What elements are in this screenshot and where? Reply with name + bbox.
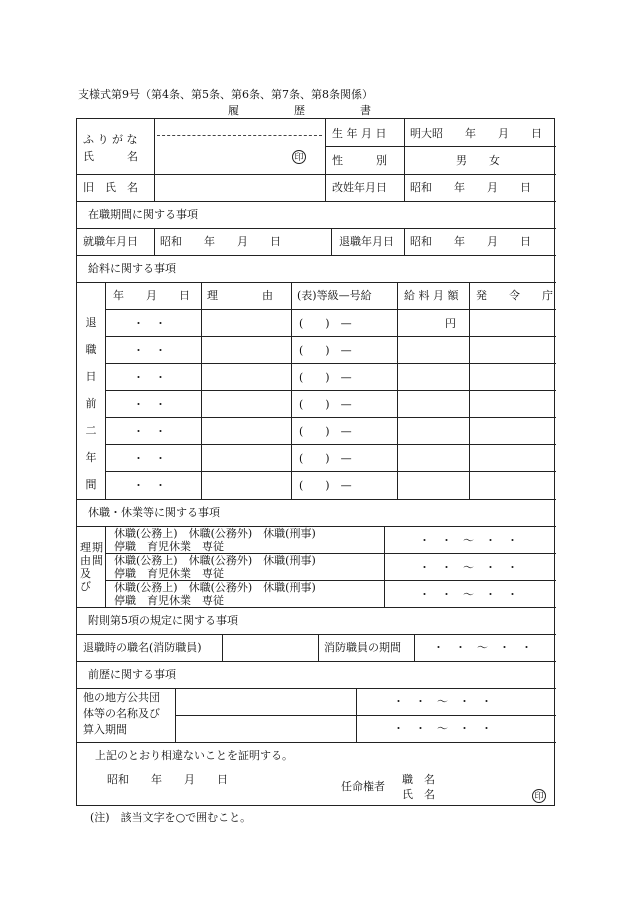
salary-section-title: 給料に関する事項 bbox=[88, 262, 176, 275]
leave-type-line1[interactable]: 休職(公務上) 休職(公務外) 休職(刑事) bbox=[114, 581, 316, 594]
salary-date-field[interactable]: ・ ・ bbox=[133, 398, 166, 411]
fire-period-label: 消防職員の期間 bbox=[324, 641, 401, 654]
col-header-grade: (表)等級—号給 bbox=[297, 289, 372, 302]
fire-position-label: 退職時の職名(消防職員) bbox=[83, 641, 202, 654]
col-header-salary: 給 料 月 額 bbox=[404, 289, 459, 302]
salary-reason-field[interactable] bbox=[207, 318, 287, 330]
salary-reason-field[interactable] bbox=[207, 426, 287, 438]
salary-date-field[interactable]: ・ ・ bbox=[133, 317, 166, 330]
leave-period-field[interactable]: ・ ・ 〜 ・ ・ bbox=[419, 588, 518, 601]
leave-period-field[interactable]: ・ ・ 〜 ・ ・ bbox=[419, 534, 518, 547]
previous-section-title: 前歴に関する事項 bbox=[88, 668, 176, 681]
salary-reason-field[interactable] bbox=[207, 372, 287, 384]
salary-issuer-field[interactable] bbox=[475, 318, 555, 330]
birth-date-field[interactable]: 明大昭 年 月 日 bbox=[410, 127, 542, 140]
salary-issuer-field[interactable] bbox=[475, 372, 555, 384]
name-label: 氏 名 bbox=[83, 150, 138, 163]
furigana-field[interactable] bbox=[157, 121, 323, 133]
fire-position-field[interactable] bbox=[225, 637, 315, 659]
leave-section-title: 休職・休業等に関する事項 bbox=[88, 506, 220, 519]
leave-type-line2[interactable]: 停職 育児休業 専従 bbox=[114, 567, 224, 580]
salary-reason-field[interactable] bbox=[207, 480, 287, 492]
birth-date-label: 生 年 月 日 bbox=[332, 127, 387, 140]
leave-type-line1[interactable]: 休職(公務上) 休職(公務外) 休職(刑事) bbox=[114, 554, 316, 567]
leave-type-line2[interactable]: 停職 育児休業 専従 bbox=[114, 540, 224, 553]
hire-date-label: 就職年月日 bbox=[83, 235, 138, 248]
salary-grade-field[interactable]: ( ) — bbox=[299, 479, 352, 492]
salary-issuer-field[interactable] bbox=[475, 399, 555, 411]
certification-date-field[interactable]: 昭和 年 月 日 bbox=[107, 773, 228, 786]
authority-position-label: 職 名 bbox=[402, 773, 435, 786]
old-name-label: 旧 氏 名 bbox=[83, 181, 138, 194]
salary-side-char: 前 bbox=[85, 397, 97, 410]
col-header-date: 年 月 日 bbox=[113, 289, 190, 302]
resume-form bbox=[76, 118, 555, 806]
form-number: 支様式第9号（第4条、第5条、第6条、第7条、第8条関係） bbox=[78, 88, 373, 101]
salary-date-field[interactable]: ・ ・ bbox=[133, 452, 166, 465]
salary-grade-field[interactable]: ( ) — bbox=[299, 371, 352, 384]
retire-date-field[interactable]: 昭和 年 月 日 bbox=[410, 235, 531, 248]
salary-issuer-field[interactable] bbox=[475, 453, 555, 465]
fire-period-field[interactable]: ・ ・ 〜 ・ ・ bbox=[433, 641, 532, 654]
furigana-label: ふ り が な bbox=[83, 133, 138, 146]
salary-side-char: 間 bbox=[85, 478, 97, 491]
salary-grade-field[interactable]: ( ) — bbox=[299, 425, 352, 438]
salary-date-field[interactable]: ・ ・ bbox=[133, 425, 166, 438]
previous-org-field[interactable] bbox=[178, 718, 353, 740]
authority-label: 任命権者 bbox=[341, 780, 385, 793]
salary-side-char: 二 bbox=[85, 424, 97, 437]
leave-type-line2[interactable]: 停職 育児休業 専従 bbox=[114, 594, 224, 607]
salary-date-field[interactable]: ・ ・ bbox=[133, 479, 166, 492]
sex-field[interactable]: 男 女 bbox=[456, 154, 500, 167]
old-name-field[interactable] bbox=[157, 177, 322, 199]
supplementary-section-title: 附則第5項の規定に関する事項 bbox=[88, 614, 238, 627]
salary-grade-field[interactable]: ( ) — bbox=[299, 452, 352, 465]
leave-side-label-a: 理由及び bbox=[80, 541, 91, 593]
previous-label-line2: 体等の名称及び bbox=[83, 707, 160, 720]
name-change-date-field[interactable]: 昭和 年 月 日 bbox=[410, 181, 531, 194]
name-change-date-label: 改姓年月日 bbox=[332, 181, 387, 194]
salary-issuer-field[interactable] bbox=[475, 480, 555, 492]
salary-amount-field[interactable]: 円 bbox=[445, 317, 456, 330]
previous-org-field[interactable] bbox=[178, 691, 353, 713]
leave-period-field[interactable]: ・ ・ 〜 ・ ・ bbox=[419, 561, 518, 574]
retire-date-label: 退職年月日 bbox=[339, 235, 394, 248]
previous-label-line3: 算入期間 bbox=[83, 723, 127, 736]
hire-date-field[interactable]: 昭和 年 月 日 bbox=[160, 235, 281, 248]
col-header-reason: 理 由 bbox=[207, 289, 273, 302]
salary-reason-field[interactable] bbox=[207, 399, 287, 411]
document-title: 履 歴 書 bbox=[228, 104, 371, 117]
salary-reason-field[interactable] bbox=[207, 453, 287, 465]
certification-statement: 上記のとおり相違ないことを証明する。 bbox=[95, 749, 293, 762]
salary-side-char: 日 bbox=[85, 370, 97, 383]
leave-side-label-b: 期間 bbox=[92, 541, 103, 567]
salary-issuer-field[interactable] bbox=[475, 426, 555, 438]
salary-grade-field[interactable]: ( ) — bbox=[299, 344, 352, 357]
col-header-issuer: 発 令 庁 bbox=[476, 289, 553, 302]
footnote: (注) 該当文字を○で囲むこと。 bbox=[90, 811, 252, 824]
salary-issuer-field[interactable] bbox=[475, 345, 555, 357]
previous-label-line1: 他の地方公共団 bbox=[83, 691, 160, 704]
salary-side-char: 退 bbox=[85, 316, 97, 329]
authority-seal-icon: 印 bbox=[532, 789, 546, 803]
salary-grade-field[interactable]: ( ) — bbox=[299, 317, 352, 330]
name-seal-icon: 印 bbox=[292, 150, 306, 164]
salary-reason-field[interactable] bbox=[207, 345, 287, 357]
leave-type-line1[interactable]: 休職(公務上) 休職(公務外) 休職(刑事) bbox=[114, 527, 316, 540]
authority-name-label: 氏 名 bbox=[402, 788, 435, 801]
previous-period-field[interactable]: ・ ・ 〜 ・ ・ bbox=[393, 695, 492, 708]
service-section-title: 在職期間に関する事項 bbox=[88, 208, 198, 221]
previous-period-field[interactable]: ・ ・ 〜 ・ ・ bbox=[393, 722, 492, 735]
salary-date-field[interactable]: ・ ・ bbox=[133, 371, 166, 384]
salary-side-char: 年 bbox=[85, 451, 97, 464]
salary-side-char: 職 bbox=[85, 343, 97, 356]
salary-grade-field[interactable]: ( ) — bbox=[299, 398, 352, 411]
salary-date-field[interactable]: ・ ・ bbox=[133, 344, 166, 357]
name-field[interactable] bbox=[157, 138, 287, 170]
sex-label: 性 別 bbox=[332, 154, 387, 167]
